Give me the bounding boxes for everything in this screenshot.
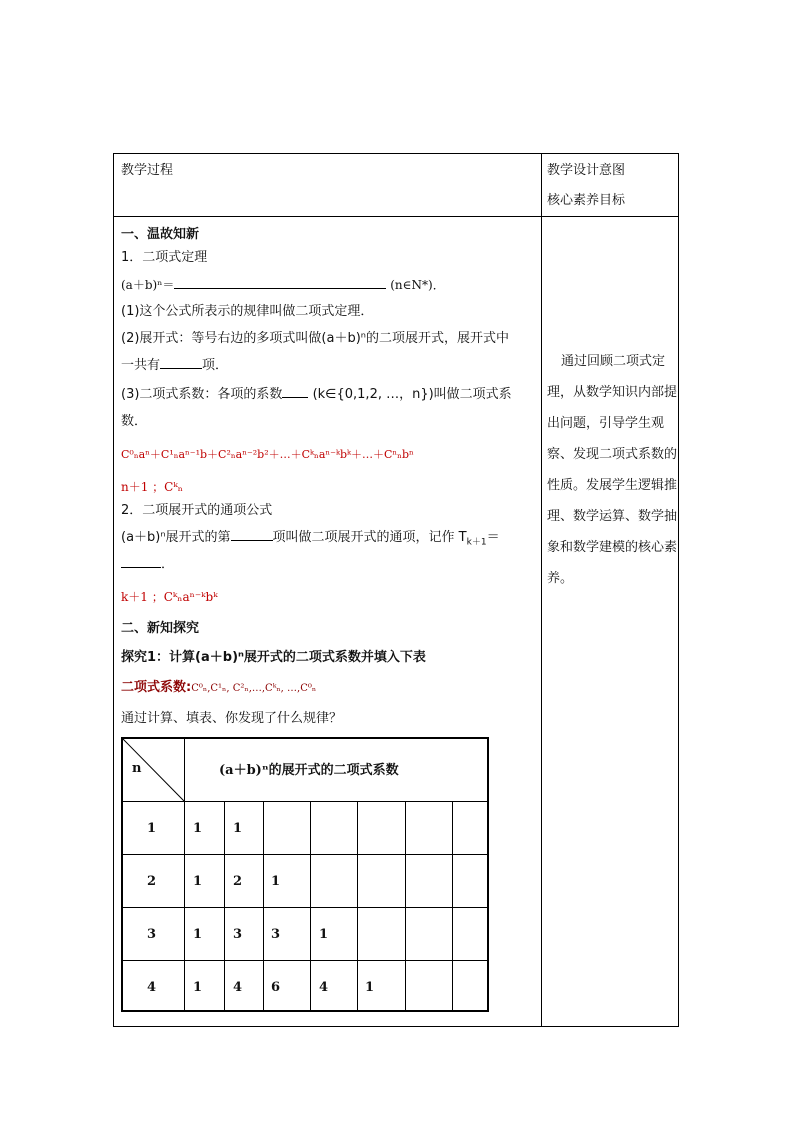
section1-title: 一、温故知新 — [121, 227, 200, 242]
corner-label: n — [132, 761, 142, 776]
item2-title: 2．二项展开式的通项公式 — [121, 503, 273, 518]
row-value: 1 — [319, 927, 329, 942]
question: 通过计算、填表、你发现了什么规律？ — [121, 711, 343, 726]
paragraph-4a — [121, 528, 500, 553]
p4a-pre: (a＋b)ⁿ展开式的第 — [121, 530, 231, 545]
p2b-pre: 一共有 — [121, 358, 161, 373]
formula-lhs: (a＋b)ⁿ＝ — [121, 278, 175, 292]
header-right-line2: 核心素养目标 — [547, 193, 626, 208]
column-divider — [541, 154, 542, 1026]
header-divider — [114, 216, 678, 217]
paragraph-2a: (2)展开式：等号右边的多项式叫做(a＋b)ⁿ的二项展开式，展开式中 — [121, 331, 509, 346]
row-value: 2 — [233, 874, 243, 889]
formula-line — [121, 275, 445, 295]
row-value: 1 — [193, 927, 203, 942]
paragraph-3b: 数． — [121, 414, 148, 429]
row-value: 1 — [193, 874, 203, 889]
table-header: (a＋b)ⁿ的展开式的二项式系数 — [219, 763, 399, 778]
coefficient-table — [121, 737, 489, 1012]
lesson-table — [113, 153, 679, 1027]
paragraph-4b — [121, 555, 174, 575]
p3a-pre: (3)二项式系数：各项的系数 — [121, 387, 283, 402]
coefficient-blank — [282, 385, 308, 398]
row-n: 4 — [147, 980, 157, 995]
paragraph-2b — [121, 356, 228, 376]
coefficients-line — [121, 678, 316, 699]
count-blank — [160, 356, 202, 369]
answer-expansion: C⁰ₙaⁿ＋C¹ₙaⁿ⁻¹b＋C²ₙaⁿ⁻²b²＋…＋Cᵏₙaⁿ⁻ᵏbᵏ＋…＋Cⁿₙbⁿ — [121, 448, 414, 461]
row-n: 3 — [147, 927, 157, 942]
header-right-line1: 教学设计意图 — [547, 163, 626, 178]
row-value: 1 — [233, 821, 243, 836]
row-value: 4 — [319, 980, 329, 995]
paragraph-3a — [121, 385, 512, 405]
row-value: 3 — [233, 927, 243, 942]
p4b: ． — [161, 557, 175, 572]
p4a-sub: k＋1 — [466, 537, 487, 548]
row-value: 1 — [193, 821, 203, 836]
coeff-values: C⁰ₙ,C¹ₙ, C²ₙ,…,Cᵏₙ, …,C⁰ₙ — [191, 683, 317, 694]
answer-general-term: k＋1 ；Cᵏₙaⁿ⁻ᵏbᵏ — [121, 590, 218, 604]
p4a-post: 项叫做二项展开式的通项，记作 T — [272, 530, 467, 545]
row-value: 4 — [233, 980, 243, 995]
p4a-end: ＝ — [486, 530, 500, 545]
answer-count: n＋1 ；Cᵏₙ — [121, 480, 183, 494]
general-term-blank — [121, 555, 161, 568]
coeff-label: 二项式系数: — [121, 680, 192, 695]
item1-title: 1．二项式定理 — [121, 250, 208, 265]
row-value: 6 — [271, 980, 281, 995]
row-n: 2 — [147, 874, 157, 889]
row-value: 1 — [271, 874, 281, 889]
row-value: 3 — [271, 927, 281, 942]
formula-blank — [174, 276, 386, 289]
paragraph-1: (1)这个公式所表示的规律叫做二项式定理． — [121, 304, 374, 319]
row-value: 1 — [365, 980, 375, 995]
p2b-post: 项． — [202, 358, 229, 373]
row-value: 1 — [193, 980, 203, 995]
row-n: 1 — [147, 821, 157, 836]
section2-title: 二、新知探究 — [121, 621, 200, 636]
explore-title: 探究1：计算(a＋b)ⁿ展开式的二项式系数并填入下表 — [121, 650, 426, 665]
header-left: 教学过程 — [121, 163, 174, 178]
term-blank — [231, 528, 273, 541]
formula-cond: (n∈N*)． — [390, 278, 445, 292]
p3a-post: (k∈{0,1,2, …，n})叫做二项式系 — [312, 387, 512, 402]
design-intent-text: 通过回顾二项式定理，从数学知识内部提出问题，引导学生观察、发现二项式系数的性质。发展学生逻辑推理、数学运算、数学抽象和数学建模的核心素养。 — [547, 354, 678, 586]
